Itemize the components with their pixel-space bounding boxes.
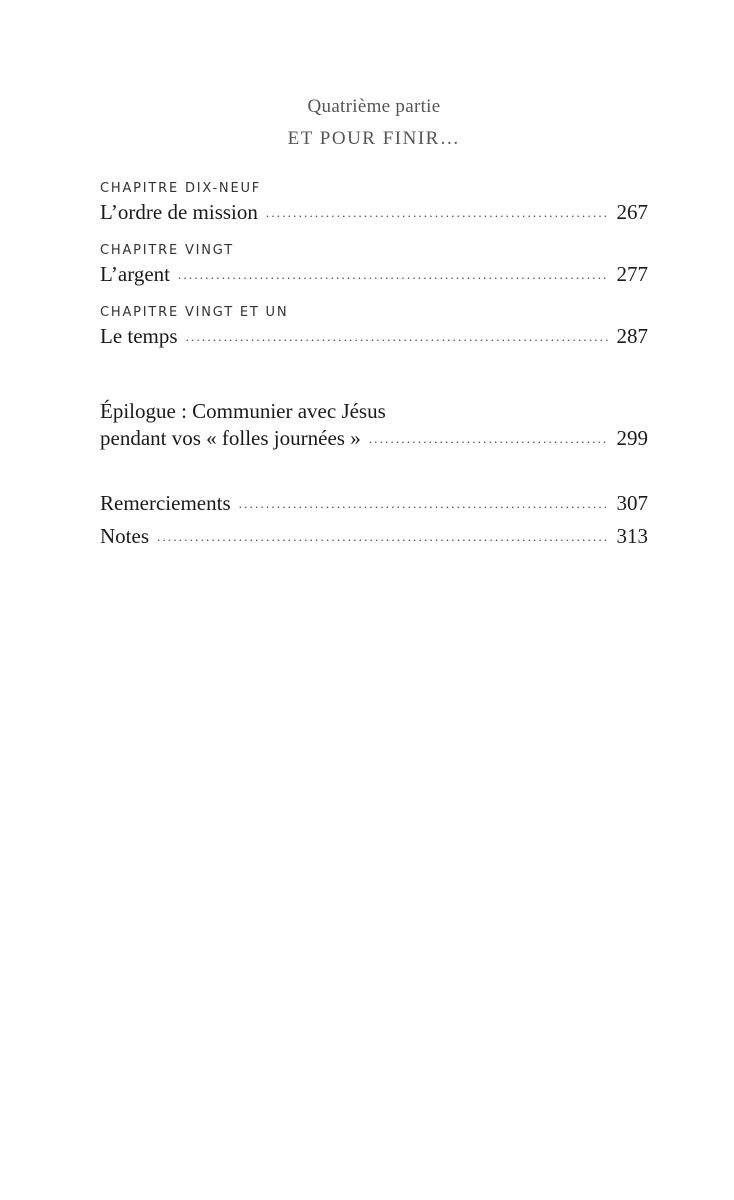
toc-entry-acknowledgements bbox=[100, 490, 648, 516]
toc-entry-page: 299 bbox=[616, 426, 648, 450]
epilogue-title-line1: Épilogue : Communier avec Jésus bbox=[100, 399, 386, 423]
part-label: Quatrième partie bbox=[307, 96, 441, 117]
toc-entry-title: L’ordre de mission bbox=[100, 200, 258, 224]
epilogue-title-line2: pendant vos « folles journées » bbox=[100, 426, 361, 450]
toc-entry-title: Remerciements bbox=[100, 491, 231, 515]
dot-leader bbox=[157, 524, 609, 550]
toc-entry-page: 313 bbox=[616, 524, 648, 548]
toc-entry-title: Le temps bbox=[100, 324, 178, 348]
dot-leader bbox=[266, 200, 609, 226]
toc-entry-page: 287 bbox=[616, 324, 648, 348]
toc-entry-notes bbox=[100, 523, 648, 549]
dot-leader bbox=[178, 262, 609, 288]
chapter-label: CHAPITRE DIX-NEUF bbox=[100, 181, 262, 196]
toc-entry-page: 267 bbox=[616, 200, 648, 224]
part-title: ET POUR FINIR… bbox=[287, 128, 461, 149]
toc-entry bbox=[100, 261, 648, 287]
toc-entry-epilogue bbox=[100, 425, 648, 451]
toc-entry bbox=[100, 199, 648, 225]
dot-leader bbox=[186, 324, 609, 350]
dot-leader bbox=[239, 491, 609, 517]
toc-entry-title: L’argent bbox=[100, 262, 170, 286]
toc-entry-page: 307 bbox=[616, 491, 648, 515]
toc-entry-page: 277 bbox=[616, 262, 648, 286]
chapter-label: CHAPITRE VINGT ET UN bbox=[100, 305, 289, 320]
dot-leader bbox=[369, 426, 609, 452]
chapter-label: CHAPITRE VINGT bbox=[100, 243, 234, 258]
toc-entry-title: Notes bbox=[100, 524, 149, 548]
toc-entry bbox=[100, 323, 648, 349]
